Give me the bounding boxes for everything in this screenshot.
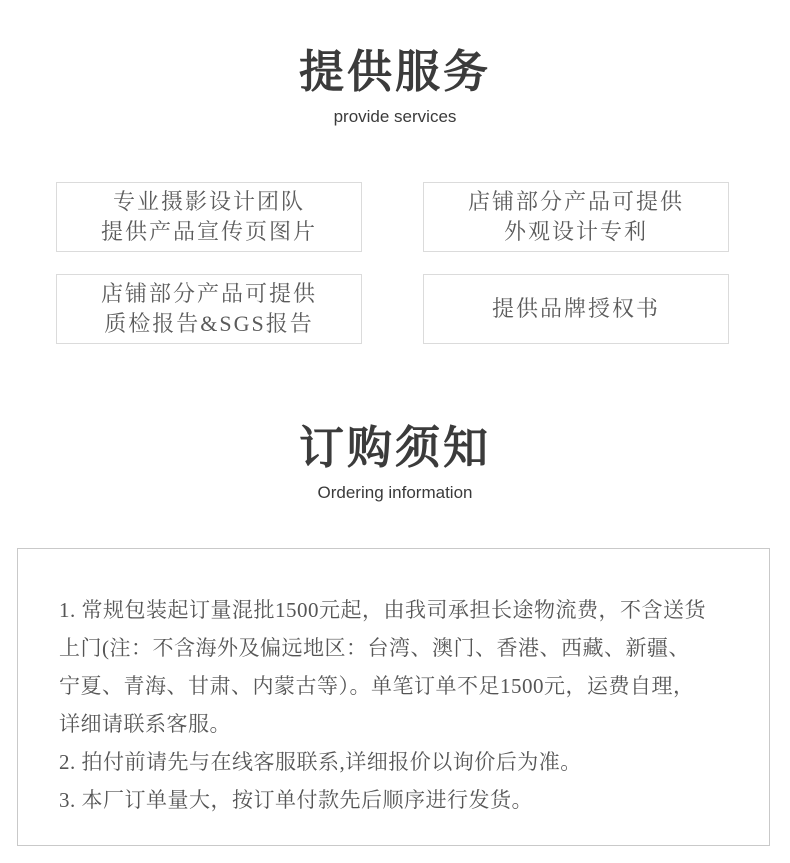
services-grid: [56, 182, 730, 344]
service-card-line: 提供产品宣传页图片: [100, 219, 317, 244]
service-card-line: 店铺部分产品可提供: [467, 189, 684, 214]
services-title: 提供服务: [298, 46, 491, 97]
ordering-note-line: 1. 常规包装起订量混批1500元起，由我司承担长途物流费，不含送货: [59, 598, 706, 622]
services-section-header: [0, 0, 790, 126]
service-card-line: 专业摄影设计团队: [112, 189, 305, 214]
service-card-line: 店铺部分产品可提供: [100, 281, 317, 306]
ordering-note-line: 宁夏、青海、甘肃、内蒙古等）。单笔订单不足1500元，运费自理，: [59, 674, 695, 698]
ordering-subtitle: Ordering information: [317, 483, 473, 502]
ordering-section-header: [0, 424, 790, 502]
ordering-note-line: 2. 拍付前请先与在线客服联系,详细报价以询价后为准。: [59, 750, 582, 774]
services-subtitle: provide services: [333, 107, 457, 126]
service-card-design-patent: [423, 182, 729, 252]
service-card-line: 提供品牌授权书: [491, 296, 660, 321]
ordering-note-line: 上门(注：不含海外及偏远地区：台湾、澳门、香港、西藏、新疆、: [59, 636, 690, 660]
service-card-brand-authorization: [423, 274, 729, 344]
ordering-notes-box: [17, 548, 770, 846]
service-card-line: 质检报告&SGS报告: [104, 311, 314, 336]
service-card-quality-report: [56, 274, 362, 344]
ordering-title: 订购须知: [298, 422, 491, 473]
ordering-note-line: 详细请联系客服。: [59, 712, 231, 736]
service-card-photography: [56, 182, 362, 252]
ordering-note-line: 3. 本厂订单量大，按订单付款先后顺序进行发货。: [59, 788, 533, 812]
service-card-line: 外观设计专利: [503, 219, 648, 244]
